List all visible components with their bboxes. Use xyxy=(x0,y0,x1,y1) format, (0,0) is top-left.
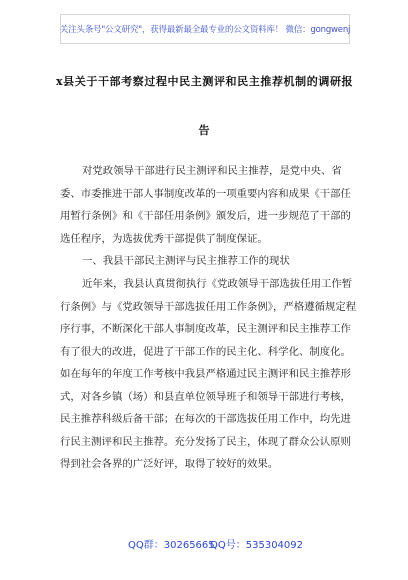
paragraph-intro: 对党政领导干部进行民主测评和民主推荐，是党中央、省委、市委推进干部人事制度改革的一项重要内容和成果《干部任用暂行条例》和《干部任用条例》颁发后，进一步规范了干部的选任程序，为选拔优秀干部提供了制度保证。 xyxy=(60,165,351,245)
document-title-continued: 告 xyxy=(198,124,210,137)
section-heading: 一、我县干部民主测评与民主推荐工作的现状 xyxy=(82,255,290,267)
banner-text: 关注头条号"公文研究"，获得最新最全最专业的公文资料库！ 微信：gongwenj xyxy=(59,25,351,35)
document-title: x县关于干部考察过程中民主测评和民主推荐机制的调研报 xyxy=(56,75,354,88)
paragraph-status: 近年来，我县认真贯彻执行《党政领导干部选拔任用工作暂行条例》与《党政领导干部选拔任用工作条例》，严格遵循规定程序行事，不断深化干部人事制度改革，民主测评和民主推荐工作有了很大的改进，促进了干部工作的民主化、科学化、制度化。如在每年的年度工作考核中我县严格通过民主测评和民主推荐形式，对各乡镇（场）和县直单位领导班子和领导干部进行考核，民主推荐科级后备干部；在每次的干部选拔任用工作中，均先进行民主测评和民主推荐。充分发扬了民主，体现了群众公认原则得到社会各界的广泛好评，取得了较好的效果。 xyxy=(60,278,357,470)
footer xyxy=(0,536,408,554)
footer-qq-group: QQ群：30265665 xyxy=(128,540,215,551)
footer-qq-number: QQ号：535304092 xyxy=(210,540,304,551)
promo-banner xyxy=(60,14,350,44)
